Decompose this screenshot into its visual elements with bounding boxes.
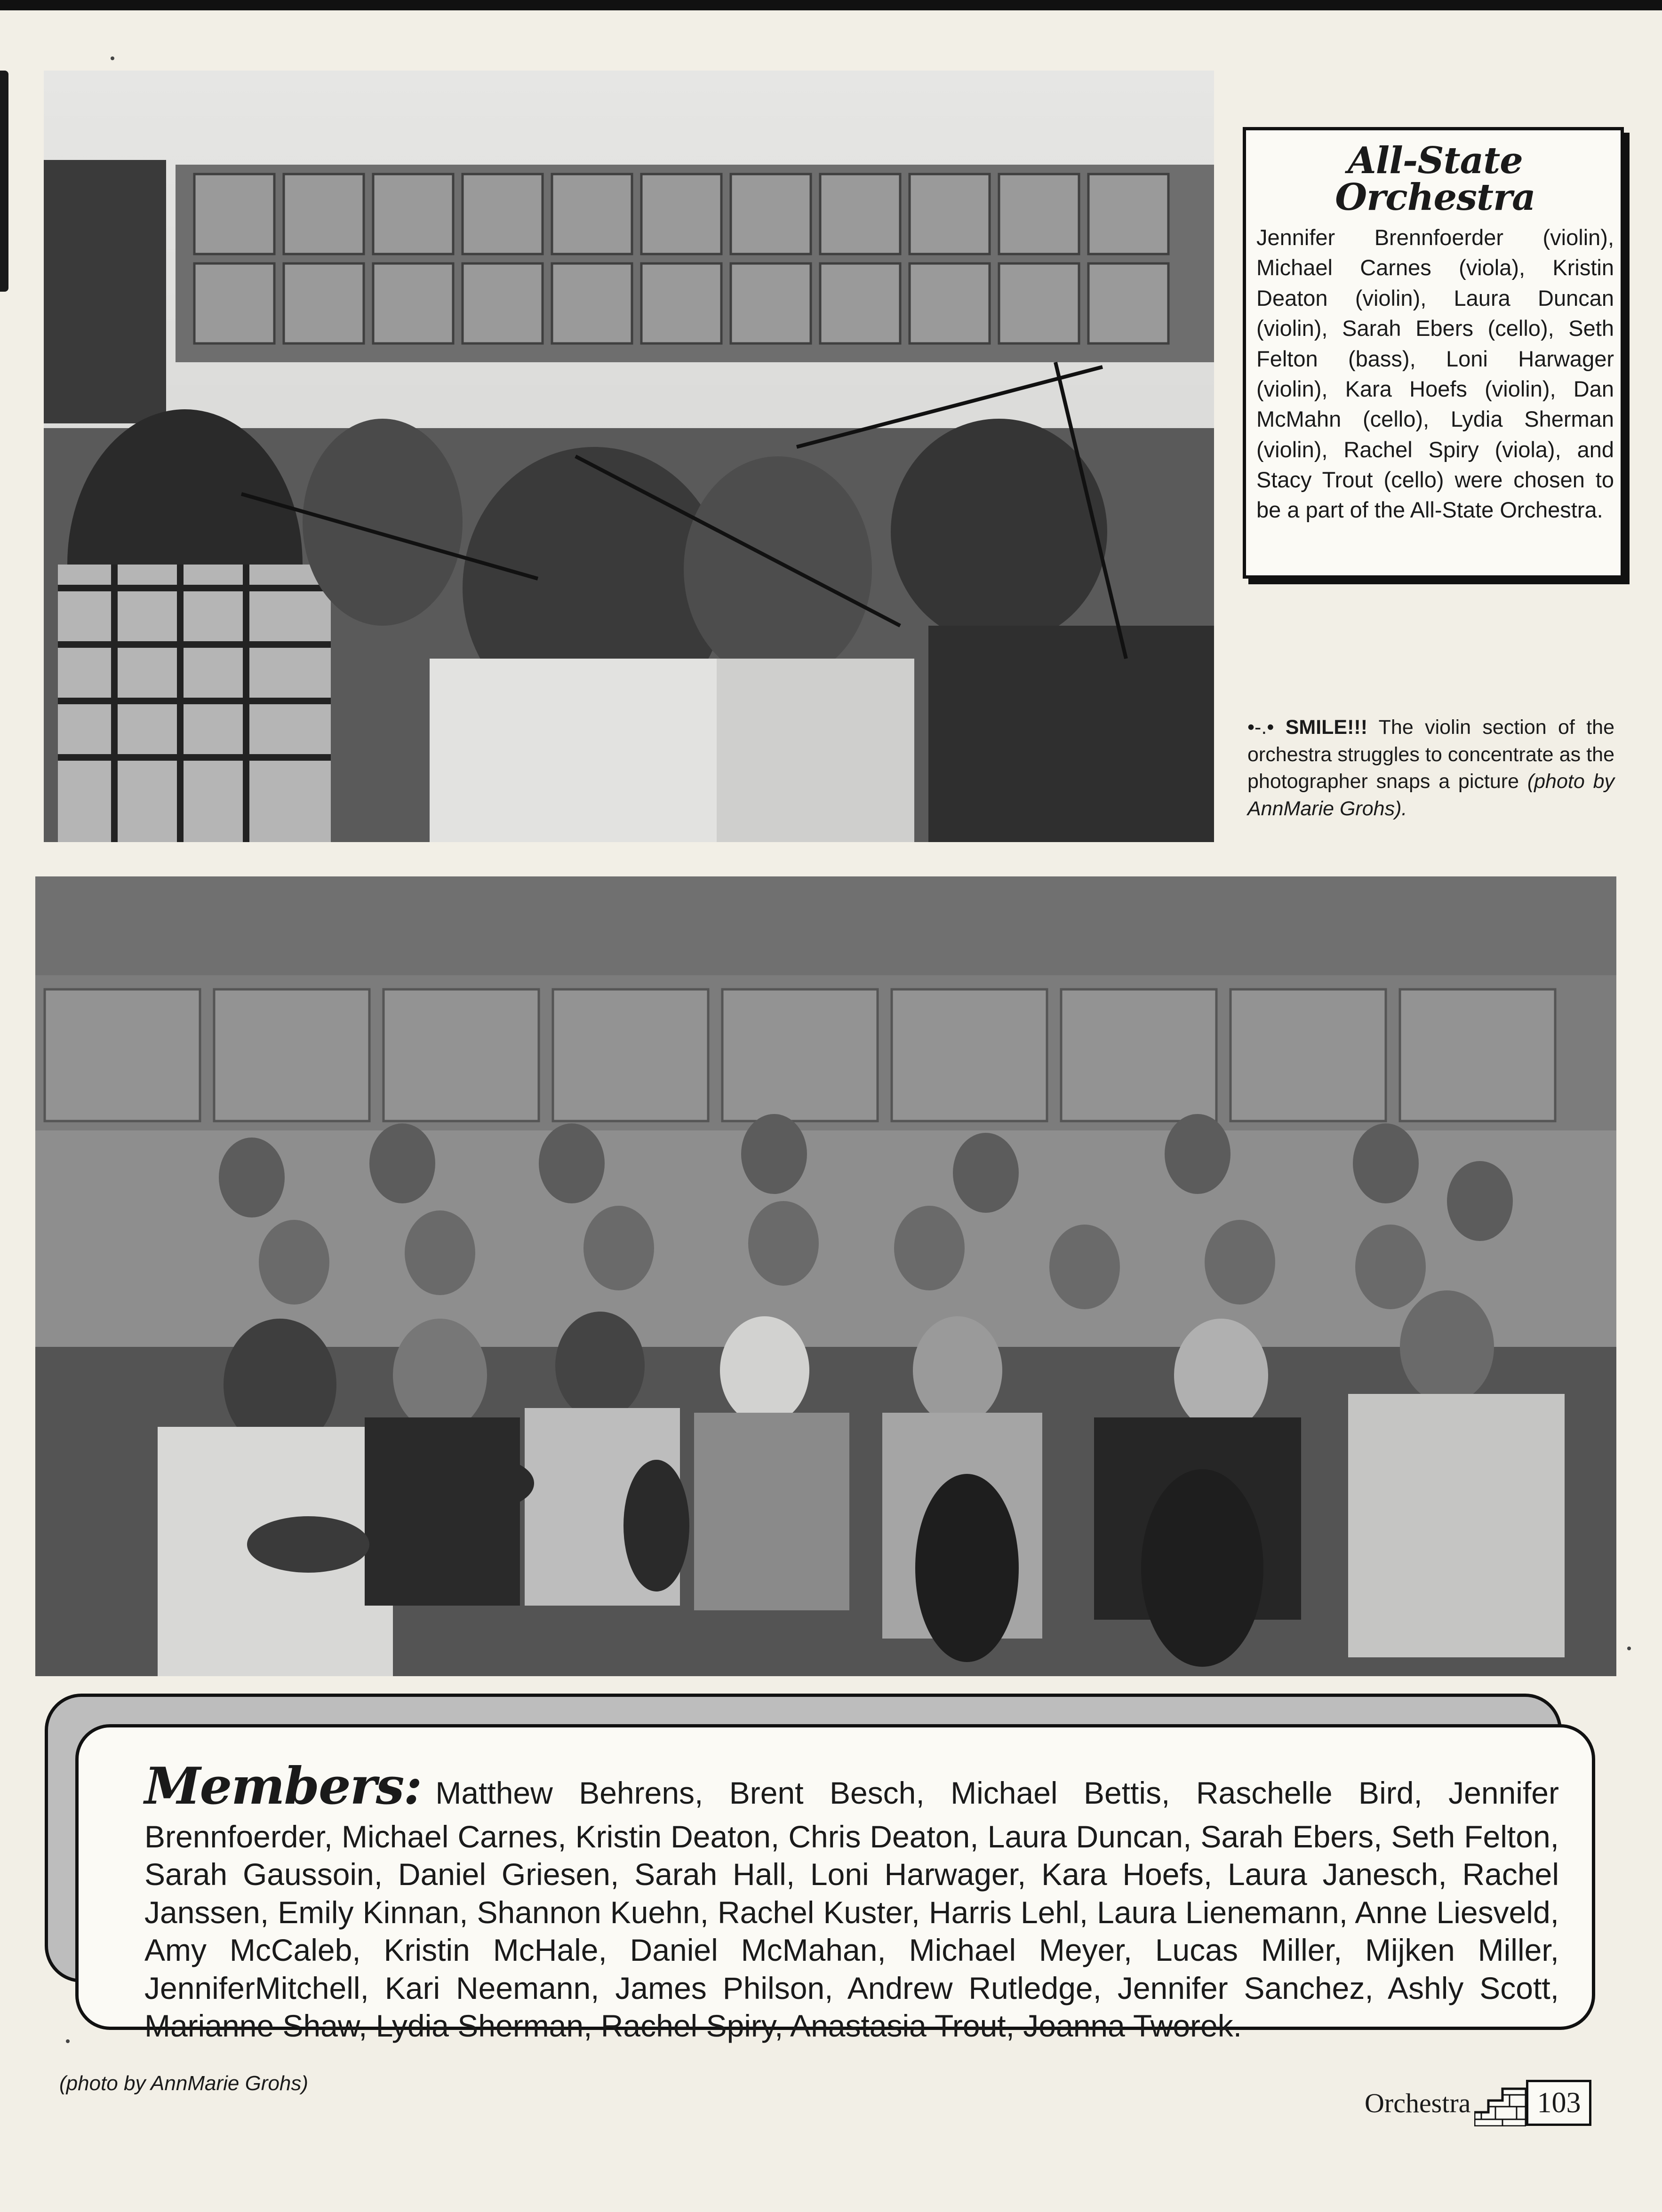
print-speck <box>1627 1647 1631 1650</box>
orchestra-group-photo-image <box>35 876 1616 1676</box>
page-top-border <box>0 0 1662 10</box>
violin-section-photo-image <box>44 71 1214 842</box>
violin-section-photo <box>44 71 1214 842</box>
footer-section-name: Orchestra <box>1365 2087 1471 2118</box>
members-box <box>75 1724 1595 2044</box>
print-speck <box>111 56 114 60</box>
caption-text: The violin section of the orchestra struggles to concentrate as the photographer snaps a picture <box>1247 716 1614 793</box>
all-state-orchestra-title: All-State Orchestra <box>1335 139 1535 219</box>
members-list: Matthew Behrens, Brent Besch, Michael Bettis, Raschelle Bird, Jennifer Brennfoerder, Michael Carnes, Kristin Deaton, Chris Deaton, Laura Duncan, Sarah Ebers, Seth Felton, Sarah Gaussoin, Daniel Griesen, Sarah Hall, Loni Harwager, Kara Hoefs, Laura Janesch, Rachel Janssen, Emily Kinnan, Shannon Kuehn, Rachel Kuster, Harris Lehl, Laura Lienemann, Anne Liesveld, Amy McCaleb, Kristin McHale, Daniel McMahan, Michael Meyer, Lucas Miller, Mijken Miller, JenniferMitchell, Kari Neemann, James Philson, Andrew Rutledge, Jennifer Sanchez, Ashly Scott, Marianne Shaw, Lydia Sherman, Rachel Spiry, Anastasia Trout, Joanna Tworek. <box>144 1775 1559 2044</box>
all-state-orchestra-text: Jennifer Brennfoerder (violin), Michael Carnes (viola), Kristin Deaton (violin), Laura Duncan (violin), Sarah Ebers (cello), Seth Felton (bass), Loni Harwager (violin), Kara Hoefs (violin), Dan McMahn (cello), Lydia Sherman (violin), Rachel Spiry (viola), and Stacy Trout (cello) were chosen to be a part of the All-State Orchestra. <box>1256 225 1614 523</box>
group-photo-credit: (photo by AnnMarie Grohs) <box>59 2072 309 2095</box>
print-speck <box>66 2039 70 2043</box>
caption-lead: SMILE!!! <box>1285 716 1368 739</box>
brick-stairs-icon <box>1474 2079 1526 2126</box>
page-number: 103 <box>1526 2080 1591 2126</box>
binding-edge-mark <box>0 71 8 292</box>
caption-marker: •-.• <box>1247 716 1274 739</box>
members-title: Members: <box>144 1757 422 1816</box>
violin-photo-caption <box>1247 714 1614 822</box>
all-state-orchestra-box <box>1243 127 1624 579</box>
caption-credit: (photo by AnnMarie Grohs). <box>1247 770 1614 820</box>
orchestra-group-photo <box>35 876 1616 1676</box>
page-footer <box>1365 2079 1591 2126</box>
members-paragraph <box>144 1756 1559 2045</box>
